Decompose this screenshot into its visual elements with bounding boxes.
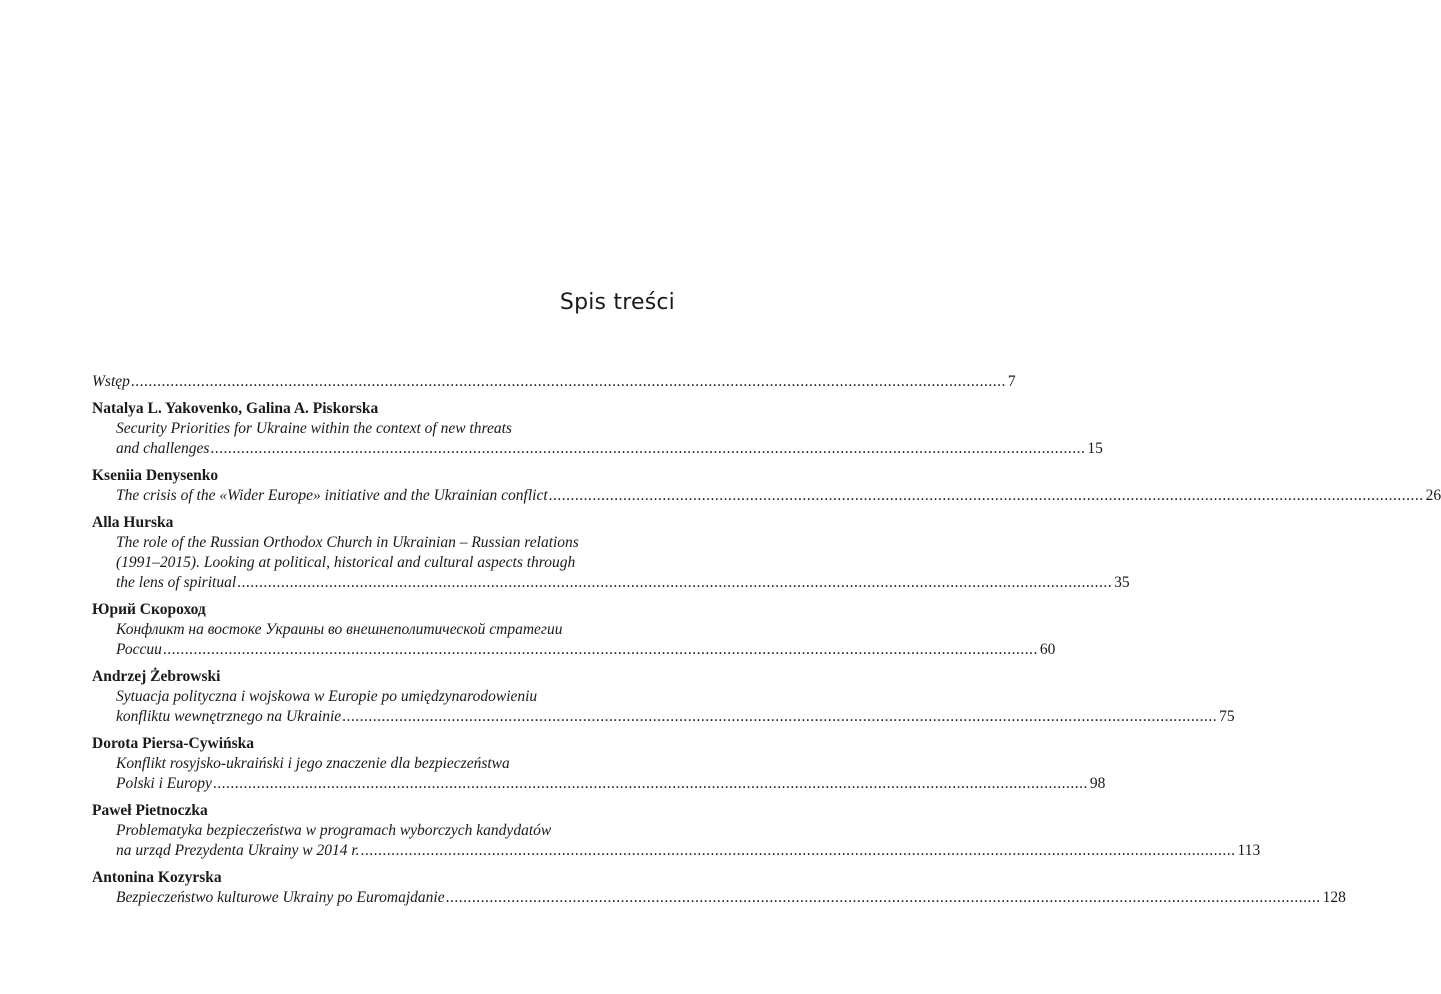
toc-line (92, 888, 1346, 908)
toc-entry-authors: Andrzej Żebrowski (92, 668, 221, 685)
toc-entry (92, 466, 1441, 506)
toc-entry-authors: Dorota Piersa-Cywińska (92, 735, 255, 752)
toc-entry-title-line: Konflikt rosyjsko-ukraiński i jego znaczenie dla bezpieczeństwa (116, 755, 510, 772)
toc-entry (92, 734, 1106, 794)
toc-entry-authors: Natalya L. Yakovenko, Galina A. Piskorska (92, 400, 379, 417)
toc-entry-title-line: Конфликт на востоке Украины во внешнеполитической стратегии (116, 621, 563, 638)
dot-leader: ........................................................................................................................................................................................................ (162, 641, 1038, 658)
toc-entry-title-line: Security Priorities for Ukraine within the context of new threats (116, 420, 512, 437)
toc-entry (92, 801, 1261, 861)
toc-entry-title: Wstęp (92, 373, 130, 390)
page-number: 75 (1219, 708, 1235, 725)
dot-leader: ........................................................................................................................................................................................................ (360, 842, 1236, 859)
toc-entry-authors: Kseniia Denysenko (92, 467, 219, 484)
toc-line (92, 573, 1130, 593)
toc-line (92, 439, 1103, 459)
page-number: 7 (1007, 373, 1016, 390)
toc-entry (92, 667, 1235, 727)
dot-leader: ........................................................................................................................................................................................................ (237, 574, 1113, 591)
toc-entry-authors: Юрий Скороход (92, 601, 206, 618)
toc-entry (92, 868, 1346, 908)
toc-entry-title-line: Polski i Europy (116, 775, 212, 792)
toc-entries (92, 399, 1441, 908)
toc-entry-title-line: konfliktu wewnętrznego na Ukrainie (116, 708, 342, 725)
page-number: 35 (1114, 574, 1130, 591)
toc-entry-authors: Antonina Kozyrska (92, 869, 222, 886)
toc-line (92, 841, 1261, 861)
toc-entry-title-line: (1991–2015). Looking at political, historical and cultural aspects through (116, 554, 576, 571)
dot-leader: ........................................................................................................................................................................................................ (130, 373, 1006, 390)
toc-line (92, 486, 1441, 506)
toc-line (92, 774, 1106, 794)
page-number: 128 (1322, 889, 1346, 906)
toc-entry-title-line: The crisis of the «Wider Europe» initiative and the Ukrainian conflict (116, 487, 548, 504)
page-number: 60 (1039, 641, 1056, 658)
toc-entry-authors: Paweł Pietnoczka (92, 802, 208, 819)
toc-entry (92, 600, 1056, 660)
dot-leader: ........................................................................................................................................................................................................ (210, 440, 1086, 457)
page-title: Spis treści (559, 290, 675, 315)
toc-line (92, 707, 1235, 727)
toc-entry-title-line: Problematyka bezpieczeństwa w programach wyborczych kandydatów (116, 822, 552, 839)
toc-entry-title-line: Bezpieczeństwo kulturowe Ukrainy po Euromajdanie (116, 889, 445, 906)
toc-entry-title-line: na urząd Prezydenta Ukrainy w 2014 r. (116, 842, 360, 859)
toc-entry-authors: Alla Hurska (92, 514, 174, 531)
toc-entry-title-line: The role of the Russian Orthodox Church in Ukrainian – Russian relations (116, 534, 579, 551)
table-of-contents (92, 372, 1441, 915)
dot-leader: ........................................................................................................................................................................................................ (342, 708, 1218, 725)
toc-entry-title-line: the lens of spiritual (116, 574, 237, 591)
page-number: 98 (1089, 775, 1106, 792)
toc-entry (92, 399, 1103, 459)
dot-leader: ........................................................................................................................................................................................................ (445, 889, 1321, 906)
page-number: 26 (1425, 487, 1441, 504)
dot-leader: ........................................................................................................................................................................................................ (548, 487, 1424, 504)
toc-line (92, 372, 1016, 392)
page-number: 113 (1237, 842, 1261, 859)
toc-line (92, 640, 1056, 660)
page-number: 15 (1087, 440, 1103, 457)
toc-entry-intro (92, 372, 1016, 392)
dot-leader: ........................................................................................................................................................................................................ (212, 775, 1088, 792)
toc-entry (92, 513, 1130, 593)
toc-entry-title-line: России (116, 641, 162, 658)
toc-entry-title-line: and challenges (116, 440, 210, 457)
toc-entry-title-line: Sytuacja polityczna i wojskowa w Europie po umiędzynarodowieniu (116, 688, 538, 705)
